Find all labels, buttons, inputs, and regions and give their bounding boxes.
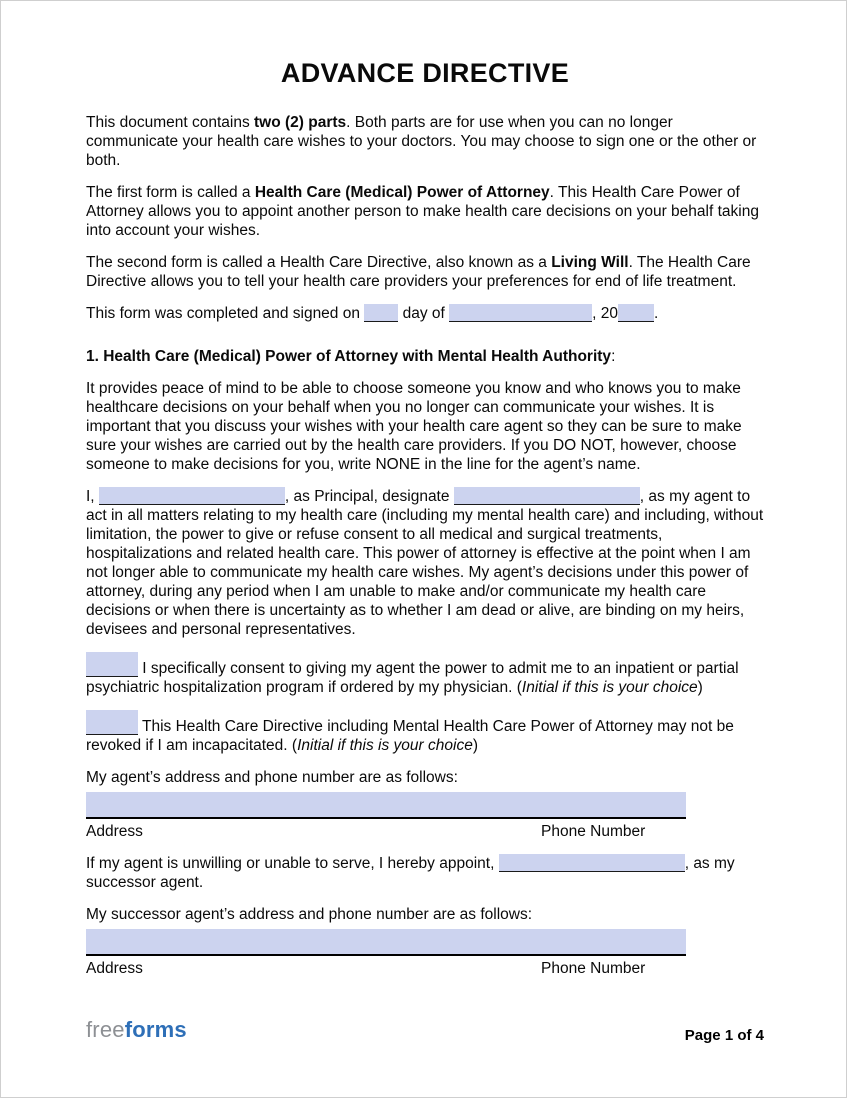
- text-run-italic: Initial if this is your choice: [297, 736, 473, 754]
- agent-address-phone-field[interactable]: [86, 792, 686, 819]
- principal-name-field[interactable]: [99, 487, 285, 505]
- text-run: If my agent is unwilling or unable to serve, I hereby appoint,: [86, 854, 499, 872]
- consent-initials-field[interactable]: [86, 652, 138, 677]
- signed-date-line: [86, 304, 764, 323]
- revocation-initials-field[interactable]: [86, 710, 138, 735]
- intro-paragraph-1: [86, 113, 764, 170]
- address-label: Address: [86, 959, 143, 977]
- year-field[interactable]: [618, 304, 654, 322]
- text-run: . The Health Care Directive allows you to tell your health care providers your preferences for end of life treatment.: [86, 253, 751, 290]
- text-run: day of: [398, 304, 450, 322]
- text-run: , as my successor agent.: [86, 854, 735, 891]
- phone-number-label: Phone Number: [541, 822, 646, 840]
- successor-appointment-paragraph: [86, 854, 764, 892]
- intro-paragraph-3: [86, 253, 764, 291]
- text-run: This document contains: [86, 113, 255, 131]
- text-run-italic: Initial if this is your choice: [521, 678, 698, 696]
- day-field[interactable]: [364, 304, 398, 322]
- agent-address-intro: [86, 768, 764, 787]
- text-run: . This Health Care Power of Attorney allows you to appoint another person to make health care decisions on your behalf taking into account your wishes.: [86, 183, 759, 239]
- text-run: , as Principal, designate: [284, 487, 454, 505]
- intro-paragraph-2: [86, 183, 764, 240]
- consent-initial-paragraph: [86, 652, 764, 697]
- successor-address-labels: [86, 959, 764, 978]
- principal-designation-paragraph: [86, 487, 764, 639]
- page-title: ADVANCE DIRECTIVE: [280, 58, 570, 88]
- text-run: :: [611, 347, 616, 365]
- text-run: This form was completed and signed on: [86, 304, 365, 322]
- text-run: . Both parts are for use when you can no longer communicate your health care wishes to your doctors. You may choose to sign one or the other or both.: [86, 113, 757, 169]
- section1-intro-paragraph: [86, 379, 764, 474]
- revocation-initial-paragraph: [86, 710, 764, 755]
- page-number: Page 1 of 4: [684, 1027, 764, 1044]
- text-run: My agent’s address and phone number are as follows:: [86, 768, 458, 786]
- month-field[interactable]: [449, 304, 592, 322]
- text-run: .: [653, 304, 659, 322]
- logo-text-free: free: [86, 1017, 125, 1042]
- text-run-bold: Health Care (Medical) Power of Attorney: [254, 183, 550, 201]
- text-run: The first form is called a: [86, 183, 255, 201]
- text-run-bold: two (2) parts: [254, 113, 347, 131]
- successor-agent-name-field[interactable]: [499, 854, 685, 872]
- text-run: , 20: [592, 304, 618, 322]
- text-run: I specifically consent to giving my agent the power to admit me to an inpatient or partial psychiatric hospitalization program if ordered by my physician. (: [86, 659, 739, 696]
- agent-name-field[interactable]: [454, 487, 640, 505]
- agent-address-labels: [86, 822, 764, 841]
- phone-number-label: Phone Number: [541, 959, 646, 977]
- section1-heading-text: 1. Health Care (Medical) Power of Attorney with Mental Health Authority: [86, 347, 612, 365]
- text-run: I,: [86, 487, 99, 505]
- text-run: It provides peace of mind to be able to choose someone you know and who knows you to make healthcare decisions on your behalf when you no longer can communicate your wishes. It is important that you discuss your wishes with your health care agent so they can be sure to make sure your wishes are carried out by the health care providers. If you DO NOT, however, choose someone to make decisions for you, write NONE in the line for the agent’s name.: [86, 379, 742, 473]
- text-run-bold: Living Will: [551, 253, 629, 271]
- successor-address-phone-field[interactable]: [86, 929, 686, 956]
- section1-heading: [86, 347, 764, 366]
- address-label: Address: [86, 822, 143, 840]
- text-run: ): [472, 736, 478, 754]
- successor-address-intro: [86, 905, 764, 924]
- text-run: This Health Care Directive including Mental Health Care Power of Attorney may not be revoked if I am incapacitated. (: [86, 717, 734, 754]
- text-run: My successor agent’s address and phone number are as follows:: [86, 905, 533, 923]
- logo-text-forms: forms: [124, 1017, 187, 1042]
- text-run: The second form is called a Health Care Directive, also known as a: [86, 253, 552, 271]
- text-run: , as my agent to act in all matters relating to my health care (including my mental health care) and including, without limitation, the power to give or refuse consent to all medical and surgical treatments, hospitalizations and related health care. This power of attorney is effective at the point when I am not longer able to communicate my health care wishes. My agent’s decisions under this power of attorney, during any period when I am unable to make and/or communicate my health care decisions or when there is uncertainty as to whether I am dead or alive, are binding on my heirs, devisees and personal representatives.: [86, 487, 764, 638]
- text-run: ): [697, 678, 703, 696]
- freeforms-logo: [86, 1019, 187, 1041]
